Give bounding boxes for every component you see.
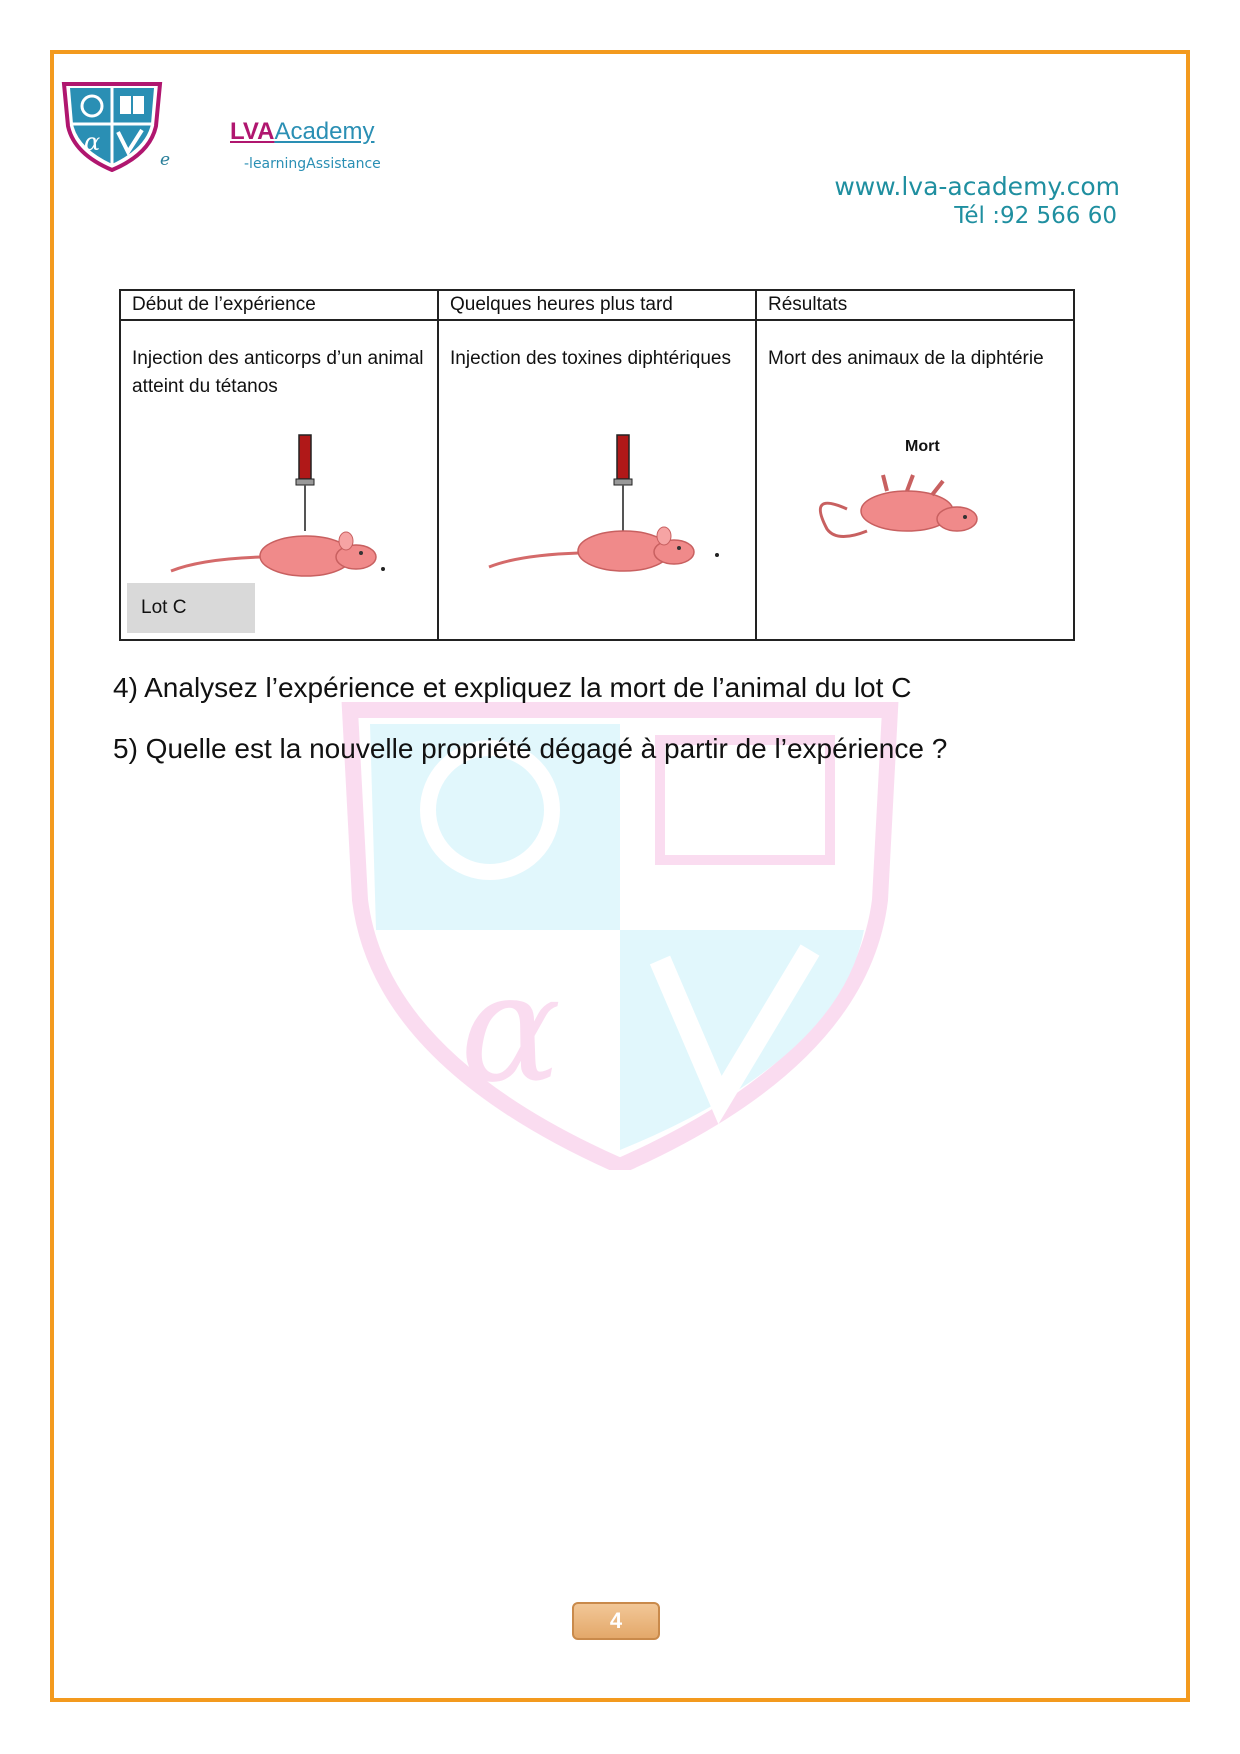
dead-mouse-icon xyxy=(820,475,977,537)
question-5: 5) Quelle est la nouvelle propriété dégagé à partir de l’expérience ? xyxy=(113,733,948,764)
column-results xyxy=(757,291,1073,639)
column-description: Mort des animaux de la diphtérie xyxy=(768,348,1044,369)
experiment-table xyxy=(119,289,1075,641)
column-description: Injection des anticorps d’un animal atteint du tétanos xyxy=(132,348,424,397)
syringe-icon xyxy=(296,435,314,531)
svg-text:α: α xyxy=(84,128,101,156)
website-link[interactable]: www.lva-academy.com xyxy=(834,172,1120,201)
lot-label: Lot C xyxy=(127,583,255,633)
mouse-icon xyxy=(489,527,719,571)
page-number: 4 xyxy=(572,1602,660,1640)
column-header: Début de l’expérience xyxy=(121,291,437,321)
watermark-logo xyxy=(340,700,900,1170)
lva-academy-logo xyxy=(58,80,166,172)
dead-mouse-illustration xyxy=(757,431,1075,581)
syringe-mouse-illustration xyxy=(121,431,439,581)
mouse-icon xyxy=(171,532,385,576)
column-start xyxy=(121,291,439,639)
column-later xyxy=(439,291,757,639)
brand-name[interactable] xyxy=(230,118,374,146)
logo-e-letter: e xyxy=(160,150,171,170)
column-header: Quelques heures plus tard xyxy=(439,291,755,321)
syringe-icon xyxy=(614,435,632,531)
question-4: 4) Analysez l’expérience et expliquez la mort de l’animal du lot C xyxy=(113,672,912,703)
svg-text:α: α xyxy=(460,942,562,1116)
brand-academy: Academy xyxy=(274,118,375,145)
mort-label: Mort xyxy=(905,438,940,455)
column-description: Injection des toxines diphtériques xyxy=(450,348,731,369)
brand-subtitle: -learningAssistance xyxy=(244,156,381,172)
column-header: Résultats xyxy=(757,291,1073,321)
brand-lva: LVA xyxy=(230,118,275,145)
syringe-mouse-illustration xyxy=(439,431,757,581)
phone-number: Tél :92 566 60 xyxy=(954,203,1117,229)
